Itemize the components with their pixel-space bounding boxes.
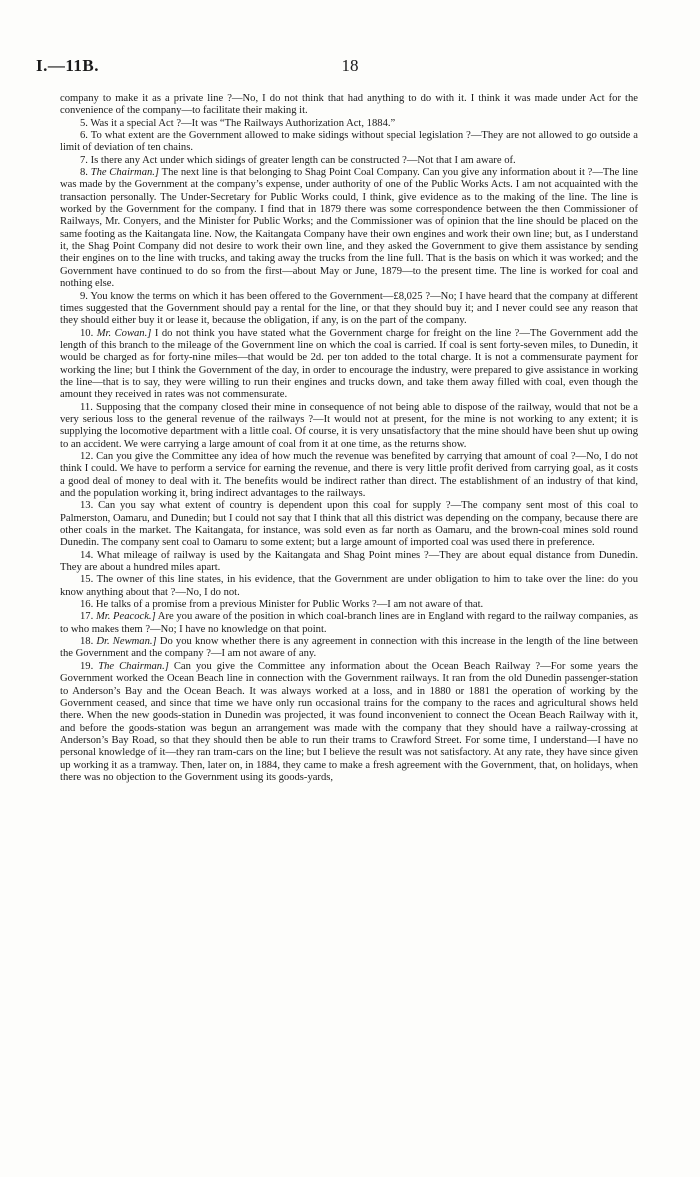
page-reference: I.—11B. [36,56,100,75]
paragraph [60,636,638,661]
paragraph [60,130,638,155]
paragraph [60,599,638,611]
paragraph-text: 13. Can you say what extent of country is dependent upon this coal for supply ?—The company sent most of this coal to Palmerston, Oamaru, and Dunedin; but I could not say that I think that all this district was depending on the company, because there are other coals in the market. The Kaitangata, for instance, was sold even as far north as Oamaru, and the brown-coal mines sold round Dunedin. The company sent coal to Oamaru to some extent; but a large amount of imported coal was used there in preference. [60,500,638,549]
paragraph [60,118,638,130]
paragraph-text: 9. You know the terms on which it has been offered to the Government—£8,025 ?—No; I have heard that the company at different times suggested that the Government should pay a rental for the line, or that they should buy it; and I never could see any reason that they should either buy it or lease it, because the obligation, if any, is on the part of the company. [60,290,638,327]
paragraph [60,402,638,451]
speaker-name: The Chairman.] [98,660,169,672]
speaker-name: Mr. Peacock.] [95,611,156,623]
paragraph-text: 15. The owner of this line states, in his evidence, that the Government are under obligation to him to take over the line: do you know anything about that ?—No, I do not. [60,574,638,598]
speaker-name: The Chairman.] [90,167,160,179]
paragraph-text: 5. Was it a special Act ?—It was “The Railways Authorization Act, 1884.” [80,117,396,129]
paragraph [60,574,638,599]
paragraph-text: 12. Can you give the Committee any idea of how much the revenue was benefited by carrying that amount of coal ?—No, I do not think I could. We have to perform a service for earning the revenue, and there is very little profit derived from carrying goal, as it costs a good deal of money to deal with it. The benefits would be indirect rather than direct. The establishment of an industry of that kind, and the population working it, bring indirect advantages to the railways. [60,450,638,499]
paragraph [60,328,638,402]
paragraph-text: 14. What mileage of railway is used by the Kaitangata and Shag Point mines ?—They are about equal distance from Dunedin. They are about a hundred miles apart. [60,549,638,574]
paragraph [60,451,638,500]
paragraph [60,611,638,636]
page-header [36,56,664,78]
paragraph-text: I do not think you have stated what the Government charge for freight on the line ?—The Government add the length of this branch to the mileage of the Government line on which the coal is carried. If coal is sent forty-seven miles, to Dunedin, it would be charged as for forty-nine miles—that would be 2d. per ton added to the total charge. It is not a commensurate payment for working the line; but I think the Government of the day, in order to encourage the industry, were prepared to give assistance in working the line—that is to say, they were willing to run their engines and trucks down, and take them away filled with coal, even though the amount they received in rates was not commensurate. [60,327,638,401]
paragraph-text: The next line is that belonging to Shag Point Coal Company. Can you give any information about it ?—The line was made by the Government at the company’s expense, under authority of one of the Public Works Acts. I am not acquainted with the transaction personally. The Under-Secretary for Public Works could, I think, give evidence as to the making of the line. The line is worked by the Government for the company. I find that in 1879 there was some correspondence between the then Commissioner of Railways, Mr. Conyers, and the Minister for Public Works; and the Commissioner was of opinion that the line should be placed on the same footing as the Kaitangata line. Now, the Kaitangata Company have their own engines and work their own line; but, as I understand it, the Shag Point Company did not desire to work their own line, and they asked the Government to give them assistance by sending their engines on to the line with trucks, and taking away the trucks from the line full. That is the basis on which it was worked; and the Government have continued to do so from the first—about May or June, 1879—to the present time. The line is worked for coal and nothing else. [60,167,639,290]
paragraph-text: company to make it as a private line ?—No, I do not think that had anything to do with it. I think it was made under Act for the convenience of the company—to facilitate their making it. [60,93,638,117]
paragraph-text: 11. Supposing that the company closed their mine in consequence of not being able to dispose of the railway, would that not be a very serious loss to the general revenue of the railways ?—It would not at present, for the mine is not working to any extent; it is supplying the locomotive department with a little coal. Of course, it is very unsatisfactory that the mine should have been shut up owing to an accident. We were carrying a large amount of coal from it at one time, as the returns show. [60,401,638,450]
paragraph [60,291,638,328]
paragraph [60,93,638,118]
paragraph-text: 7. Is there any Act under which sidings of greater length can be constructed ?—Not that I am aware of. [80,154,516,166]
paragraph-text: 16. He talks of a promise from a previous Minister for Public Works ?—I am not aware of that. [80,599,484,611]
paragraph [60,155,638,167]
paragraph [60,661,638,784]
body-text [60,93,638,784]
paragraph [60,167,638,290]
page-number: 18 [341,56,359,75]
question-number: 8. [80,167,91,179]
paragraph-text: 6. To what extent are the Government allowed to make sidings without special legislation ?—They are not allowed to go outside a limit of deviation of ten chains. [60,130,638,154]
speaker-name: Mr. Cowan.] [96,327,152,339]
question-number: 10. [80,327,97,339]
paragraph-text: Can you give the Committee any information about the Ocean Beach Railway ?—For some years the Government worked the Ocean Beach line in connection with the Government railways. It ran from the old Dunedin passenger-station to Anderson’s Bay and the Ocean Beach. It was always worked at a loss, and in 1880 or 1881 the operation of working by the Government ceased, and since that time we have only run occasional trains for the company to the races and agricultural shows held there. When the new goods-station in Dunedin was projected, it was found inconvenient to connect the Ocean Beach Railway with it, and before the goods-station was begun an arrangement was made with the company that they should have a railway-crossing at Anderson’s Bay Road, so that they should then be able to run their trams to Crawford Street. For some time, I understand—I have no personal knowledge of it—they ran tram-cars on the line; but I believe the result was not satisfactory. At any rate, they have since given up working it as a tramway. Then, later on, in 1884, they came to make a fresh agreement with the Government, that, on holidays, when there was no objection to the Government using its goods-yards, [60,660,639,783]
paragraph [60,500,638,549]
question-number: 19. [80,660,99,672]
question-number: 17. [80,611,96,623]
paragraph [60,550,638,575]
question-number: 18. [80,636,97,648]
speaker-name: Dr. Newman.] [96,636,157,648]
paragraph-text: Do you know whether there is any agreement in connection with this increase in the length of the line between the Government and the company ?—I am not aware of any. [60,636,638,660]
paragraph-text: Are you aware of the position in which coal-branch lines are in England with regard to the railway companies, as to who makes them ?—No; I have no knowledge on that point. [60,611,638,635]
